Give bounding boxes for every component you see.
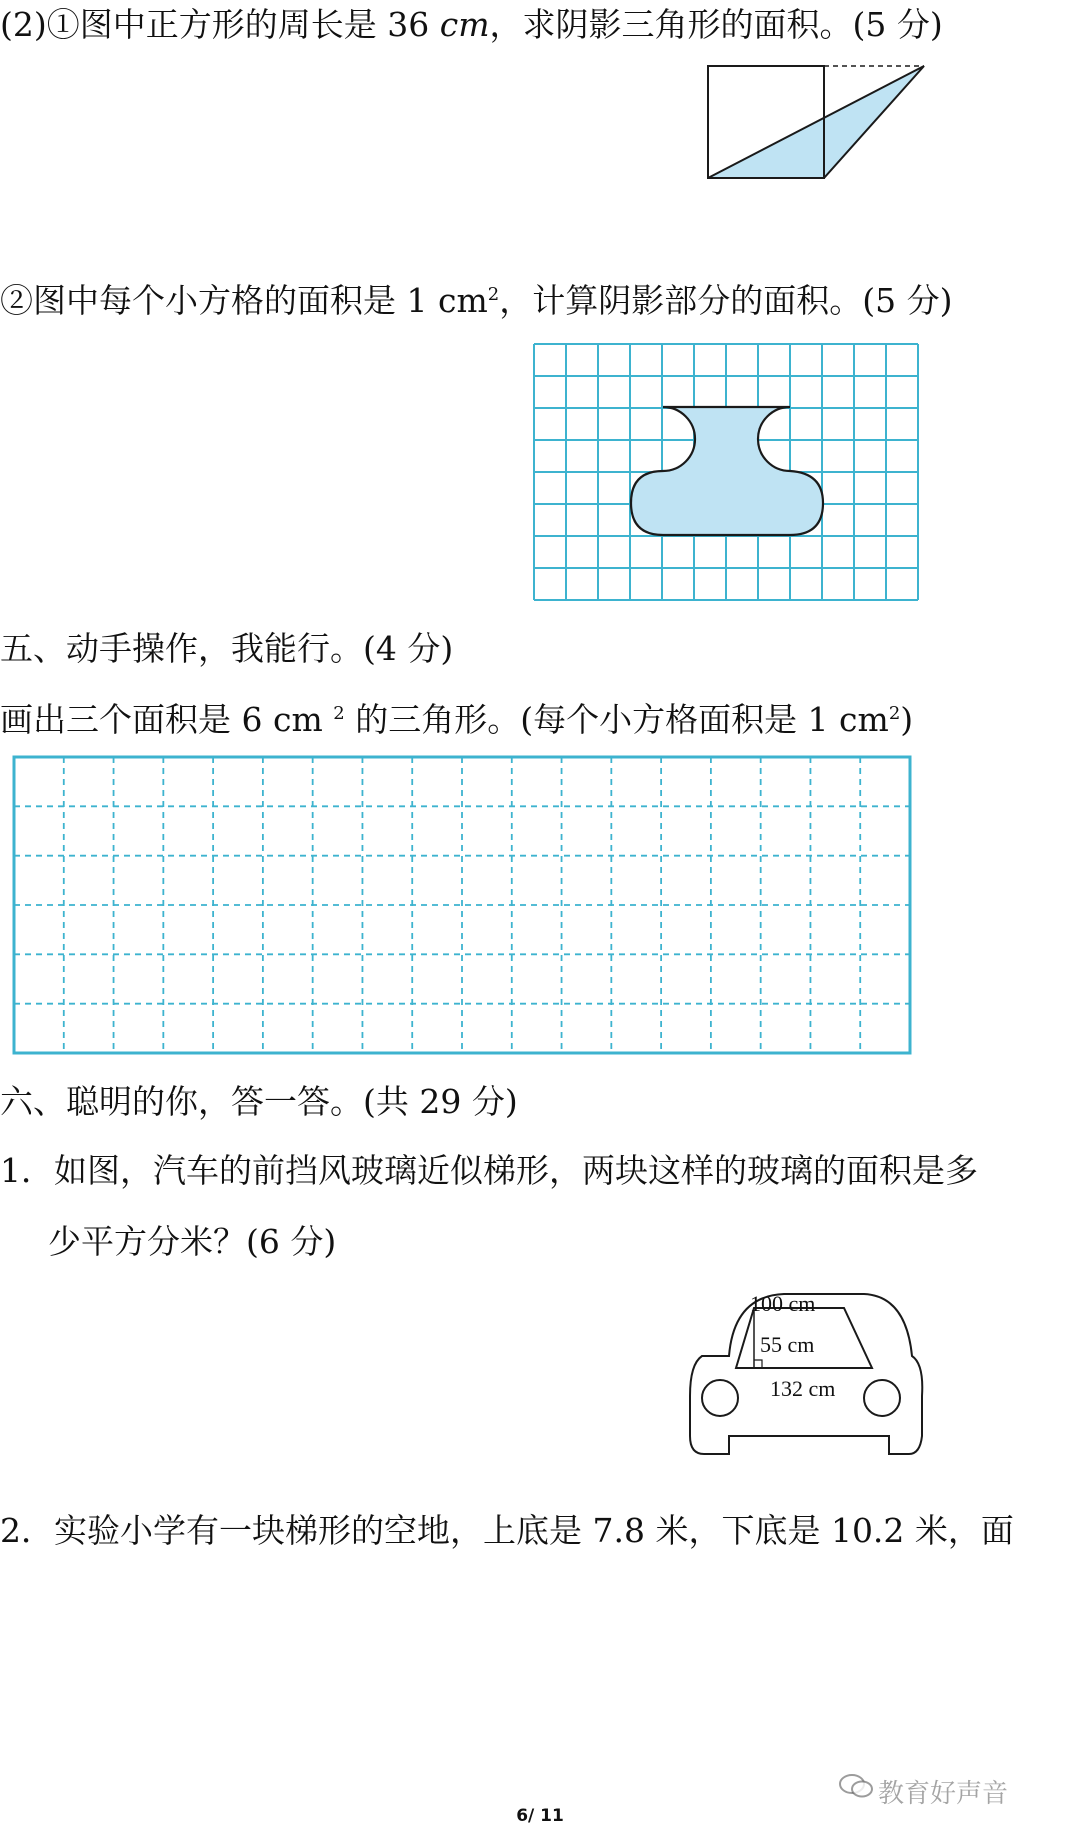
shaded-vase-shape <box>631 407 823 535</box>
height-label: 55 cm <box>760 1332 815 1357</box>
bottom-base-label: 132 cm <box>770 1376 836 1401</box>
question-2-1-text: ，求阴影三角形的面积。(5 分) <box>489 5 943 44</box>
question-2-2-text-b: ，计算阴影部分的面积。(5 分) <box>499 281 953 320</box>
dashed-grid-lines <box>14 757 910 1053</box>
watermark-text: 教育好声音 <box>878 1779 1009 1809</box>
question-2-2-sup: 2 <box>487 284 500 305</box>
instruction-sup-2: 2 <box>888 703 901 724</box>
page-number: 6/ 11 <box>516 1806 564 1826</box>
question-2-2-text-a: ②图中每个小方格的面积是 1 cm <box>0 281 488 320</box>
question-2-1 <box>0 5 943 44</box>
right-angle-mark <box>754 1360 762 1368</box>
instruction-part-b: 的三角形。(每个小方格面积是 1 cm <box>344 700 889 739</box>
grid-vase-figure <box>533 343 919 601</box>
instruction-sup-1: 2 <box>333 703 345 724</box>
right-headlight <box>864 1380 900 1416</box>
section-5-instruction <box>0 700 914 739</box>
shaded-triangle <box>708 66 924 178</box>
square-triangle-figure <box>700 58 932 186</box>
car-windshield-figure <box>684 1286 934 1466</box>
wechat-icon <box>838 1772 874 1800</box>
question-2-1-unit: cm <box>439 5 490 44</box>
question-2-1-prefix: (2)①图中正方形的周长是 36 <box>0 5 440 44</box>
section-6-heading: 六、聪明的你，答一答。(共 29 分) <box>0 1082 518 1121</box>
instruction-part-c: ) <box>900 700 914 739</box>
left-headlight <box>702 1380 738 1416</box>
question-2-2 <box>0 281 953 320</box>
instruction-part-a: 画出三个面积是 6 cm <box>0 700 334 739</box>
question-6-1-line-1: 1．如图，汽车的前挡风玻璃近似梯形，两块这样的玻璃的面积是多 <box>0 1151 978 1190</box>
question-6-2-line-1: 2．实验小学有一块梯形的空地，上底是 7.8 米，下底是 10.2 米，面 <box>0 1511 1014 1550</box>
top-base-label: 100 cm <box>750 1291 816 1316</box>
dashed-drawing-grid[interactable] <box>12 755 914 1057</box>
car-outline <box>690 1294 922 1454</box>
section-5-heading: 五、动手操作，我能行。(4 分) <box>0 629 454 668</box>
question-6-1-line-2: 少平方分米？(6 分) <box>48 1222 337 1261</box>
